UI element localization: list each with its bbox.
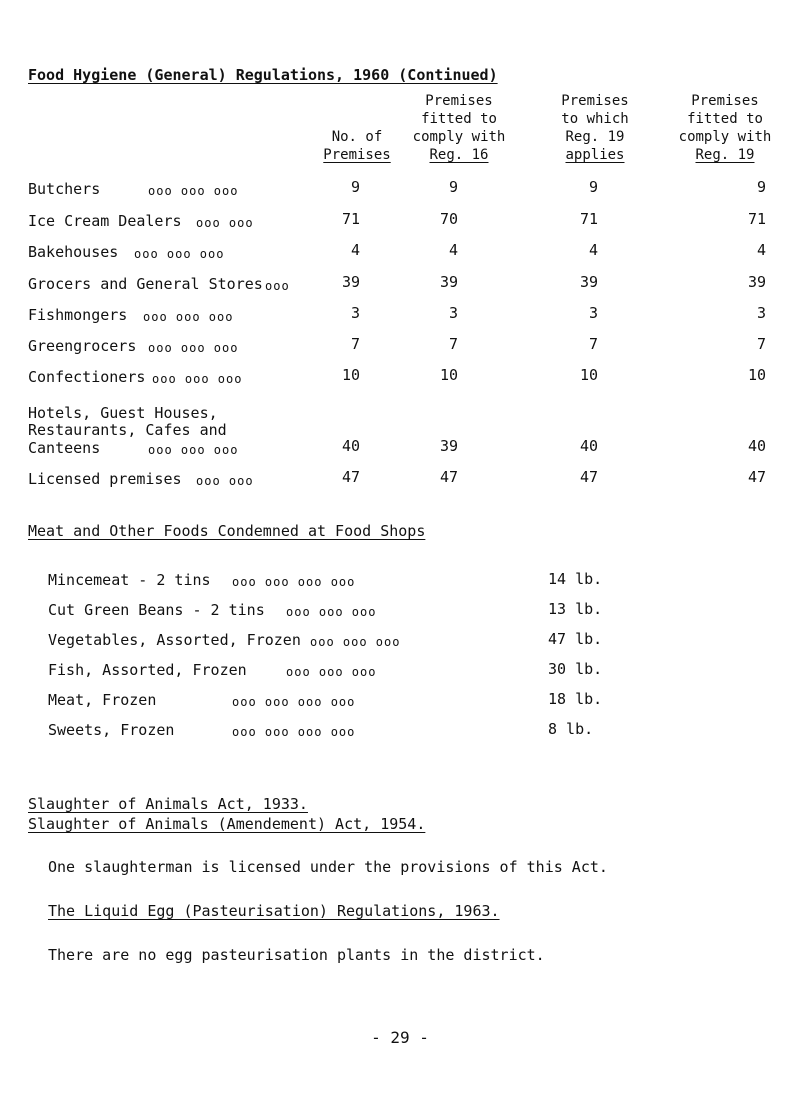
condemned-heading: Meat and Other Foods Condemned at Food Shops [28,522,426,540]
table-cell: 9 [350,178,360,196]
table-cell: 47 [439,468,458,486]
row-dots: ooo ooo [196,216,254,230]
row-label-line: Canteens [28,439,101,457]
list-item-amount: 30 lb. [548,660,603,678]
table-cell: 4 [756,241,766,259]
header-line: Reg. 19 [695,147,755,163]
header-line: to which [561,111,629,127]
table-cell: 4 [448,241,458,259]
table-cell: 71 [579,210,598,228]
row-dots: ooo ooo ooo [148,184,239,198]
list-item-dots: ooo ooo ooo ooo [232,575,356,589]
header-line: comply with [412,129,506,145]
header-line: applies [565,147,625,163]
row-dots: ooo ooo ooo [143,310,234,324]
list-item-dots: ooo ooo ooo [286,605,377,619]
row-dots: ooo [265,279,290,293]
page-title: Food Hygiene (General) Regulations, 1960 (Continued) [28,66,498,84]
row-label: Ice Cream Dealers [28,212,182,230]
table-cell: 7 [756,335,766,353]
list-item-dots: ooo ooo ooo [310,635,401,649]
table-cell: 4 [350,241,360,259]
list-item-label: Fish, Assorted, Frozen [48,661,247,679]
table-cell: 70 [439,210,458,228]
table-cell: 71 [341,210,360,228]
header-reg16-fitted [400,92,518,164]
page-number: - 29 - [371,1028,429,1047]
row-dots: ooo ooo ooo [148,443,239,457]
table-cell: 7 [448,335,458,353]
table-cell: 10 [579,366,598,384]
row-label: Bakehouses [28,243,119,261]
row-label: Grocers and General Stores [28,275,263,293]
slaughter-heading-2: Slaughter of Animals (Amendement) Act, 1954. [28,815,426,833]
header-line: No. of [331,129,383,145]
header-line: Reg. 19 [565,129,625,145]
list-item-amount: 47 lb. [548,630,603,648]
header-line: comply with [678,129,772,145]
table-cell: 3 [588,304,598,322]
list-item-dots: ooo ooo ooo [286,665,377,679]
liquid-egg-heading: The Liquid Egg (Pasteurisation) Regulations, 1963. [48,902,500,920]
row-label: Butchers [28,180,101,198]
row-label-line: Restaurants, Cafes and [28,421,227,439]
list-item-label: Meat, Frozen [48,691,157,709]
table-cell: 39 [341,273,360,291]
header-line: Premises [323,147,391,163]
header-line: Premises [691,93,759,109]
row-label: Fishmongers [28,306,128,324]
table-cell: 9 [448,178,458,196]
table-cell: 7 [588,335,598,353]
slaughter-text: One slaughterman is licensed under the provisions of this Act. [48,858,608,876]
table-cell: 10 [439,366,458,384]
list-item-dots: ooo ooo ooo ooo [232,725,356,739]
table-cell: 39 [747,273,766,291]
header-reg19-applies [545,92,645,164]
header-line: Premises [425,93,493,109]
header-line: fitted to [687,111,763,127]
row-dots: ooo ooo ooo [152,372,243,386]
list-item-label: Sweets, Frozen [48,721,175,739]
table-cell: 10 [747,366,766,384]
row-dots: ooo ooo ooo [134,247,225,261]
header-line: Reg. 16 [429,147,489,163]
table-cell: 40 [341,437,360,455]
table-cell: 4 [588,241,598,259]
table-cell: 47 [579,468,598,486]
table-cell: 9 [756,178,766,196]
table-cell: 3 [756,304,766,322]
liquid-egg-text: There are no egg pasteurisation plants in the district. [48,946,545,964]
header-no-of-premises [322,110,392,164]
list-item-amount: 8 lb. [548,720,594,738]
row-dots: ooo ooo ooo [148,341,239,355]
table-cell: 47 [341,468,360,486]
row-label: Greengrocers [28,337,137,355]
list-item-amount: 14 lb. [548,570,603,588]
list-item-amount: 13 lb. [548,600,603,618]
table-cell: 40 [747,437,766,455]
row-label: Confectioners [28,368,146,386]
list-item-label: Cut Green Beans - 2 tins [48,601,265,619]
list-item-amount: 18 lb. [548,690,603,708]
table-cell: 47 [747,468,766,486]
row-dots: ooo ooo [196,474,254,488]
row-label: Licensed premises [28,470,182,488]
header-reg19-fitted [665,92,785,164]
list-item-label: Vegetables, Assorted, Frozen [48,631,301,649]
table-cell: 3 [350,304,360,322]
table-cell: 3 [448,304,458,322]
table-cell: 40 [579,437,598,455]
table-cell: 9 [588,178,598,196]
header-line: Premises [561,93,629,109]
table-cell: 10 [341,366,360,384]
table-cell: 39 [439,437,458,455]
table-cell: 71 [747,210,766,228]
row-label-line: Hotels, Guest Houses, [28,404,218,422]
list-item-dots: ooo ooo ooo ooo [232,695,356,709]
table-cell: 39 [579,273,598,291]
list-item-label: Mincemeat - 2 tins [48,571,211,589]
header-line: fitted to [421,111,497,127]
table-cell: 7 [350,335,360,353]
table-cell: 39 [439,273,458,291]
slaughter-heading-1: Slaughter of Animals Act, 1933. [28,795,308,813]
